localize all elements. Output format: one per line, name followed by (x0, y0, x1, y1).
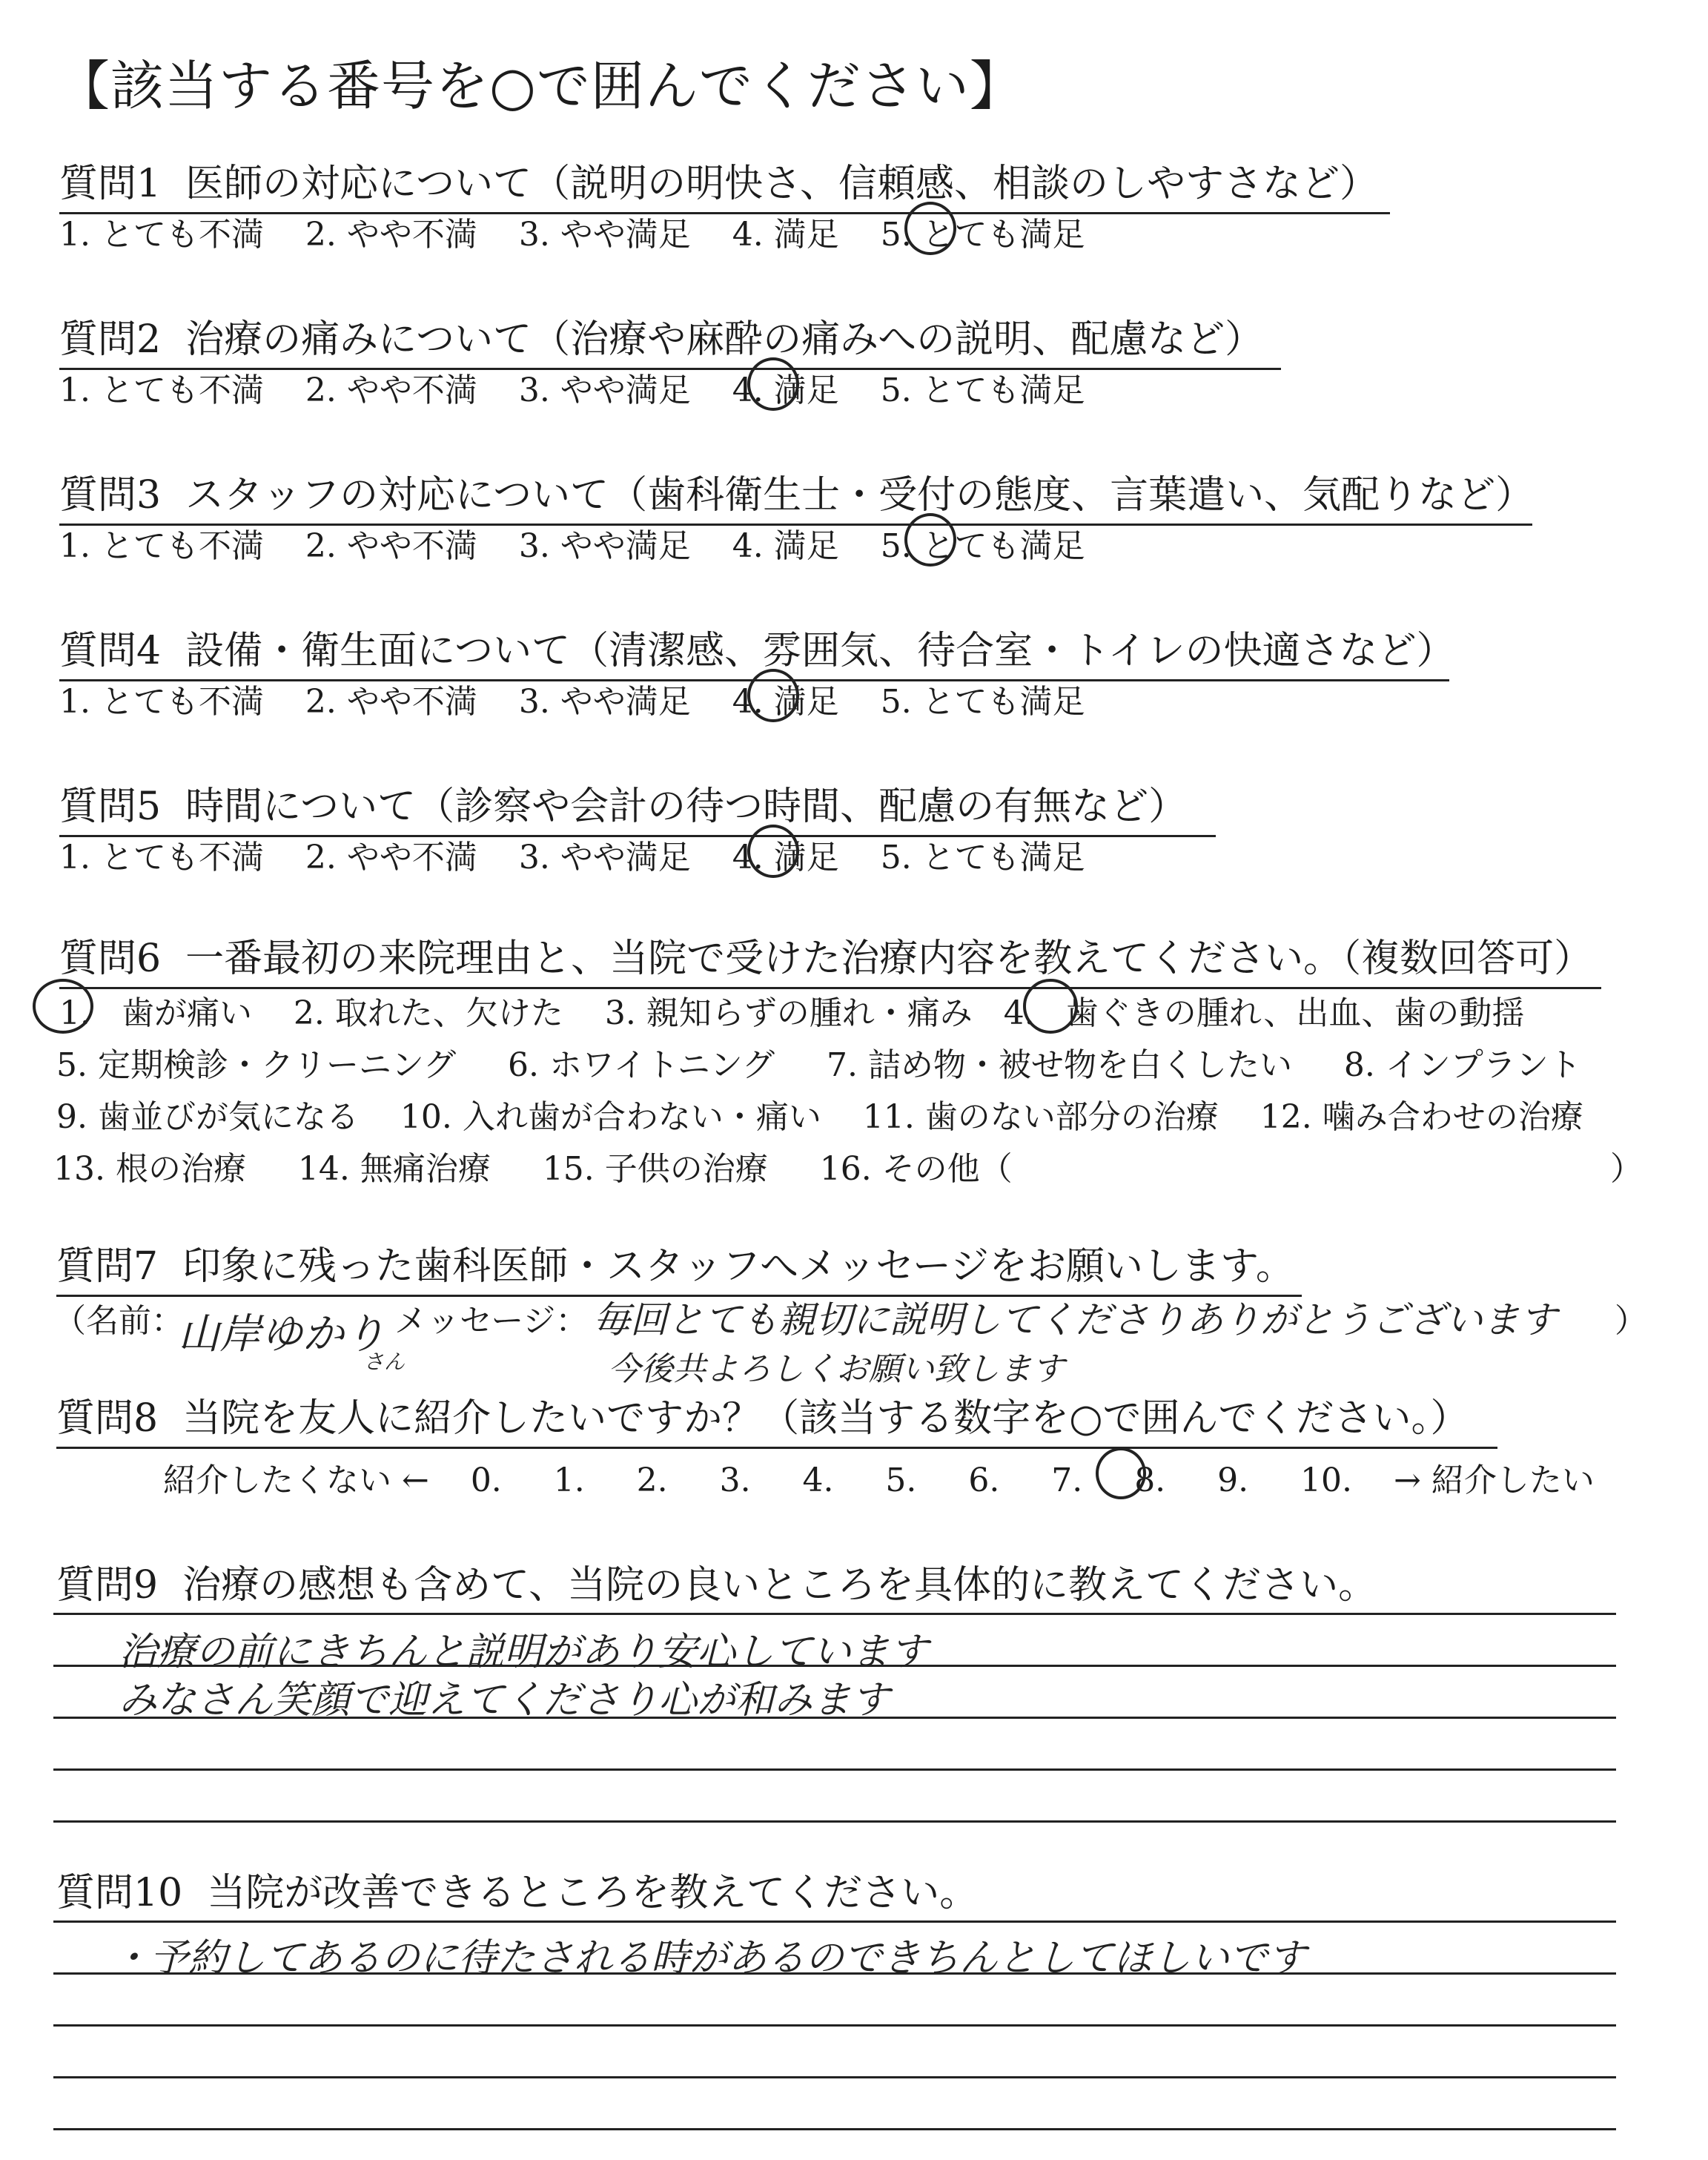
q6-row2 (56, 1038, 1581, 1086)
q6-opt16-close-paren: ） (1610, 1150, 1643, 1188)
q5-answer-circle (747, 825, 799, 878)
q5-opt4-text: 満足 (773, 839, 839, 876)
q10-text: 当院が改善できるところを教えてください。 (207, 1871, 979, 1915)
q6-opt7[interactable]: 7. 詰め物・被せ物を白くしたい (826, 1046, 1292, 1084)
q9-label: 質問9 (56, 1563, 159, 1608)
q10-writing-line (53, 2024, 1616, 2027)
q8-answer-circle (1096, 1447, 1146, 1499)
q6-opt6[interactable]: 6. ホワイトニング (508, 1046, 775, 1084)
q1-label: 質問1 (59, 162, 162, 206)
q10-answer-line1[interactable]: ・予約してあるのに待たされる時があるのできちんとしてほしいです (111, 1936, 1307, 1981)
q5-text: 時間について（診察や会計の待つ時間、配慮の有無など） (185, 785, 1188, 829)
q6-opt3[interactable]: 3. 親知らずの腫れ・痛み (604, 994, 973, 1032)
q10-writing-line (53, 1972, 1616, 1975)
q2-opt4-num[interactable]: 4. (732, 371, 764, 409)
q1-answer-circle (904, 202, 956, 255)
q4-opt3[interactable]: 3. やや満足 (518, 683, 691, 721)
q1-opt2[interactable]: 2. やや不満 (305, 216, 477, 254)
q6-opt4-text[interactable]: 歯ぐきの腫れ、出血、歯の動揺 (1065, 994, 1525, 1032)
q4-heading (59, 619, 1455, 681)
q3-text: スタッフの対応について（歯科衛生士・受付の態度、言葉遣い、気配りなど） (185, 473, 1535, 518)
q3-opt5-num[interactable]: 5. (880, 527, 912, 565)
q8-label: 質問8 (56, 1396, 159, 1441)
page-title: 【該当する番号を○で囲んでください】 (56, 55, 1024, 117)
q8-right-label: → 紹介したい (1393, 1462, 1595, 1499)
q3-label: 質問3 (59, 473, 162, 518)
q10-writing-line (53, 2128, 1616, 2130)
q6-opt13[interactable]: 13. 根の治療 (53, 1150, 246, 1188)
q7-close-paren: ） (1615, 1302, 1647, 1340)
q9-answer-line1[interactable]: 治療の前にきちんと説明があり安心しています (119, 1630, 929, 1674)
q5-opt5-num[interactable]: 5. (880, 839, 912, 876)
q6-opt8[interactable]: 8. インプラント (1343, 1046, 1581, 1084)
q5-opt4-num[interactable]: 4. (732, 839, 764, 876)
q7-label: 質問7 (56, 1244, 159, 1289)
q9-answer-line2[interactable]: みなさん笑顔で迎えてくださり心が和みます (119, 1678, 890, 1723)
q1-opt4-num[interactable]: 4. (732, 216, 764, 254)
q5-heading (59, 775, 1216, 837)
q10-heading (56, 1861, 978, 1917)
q1-opt5-text: とても満足 (921, 216, 1085, 254)
q5-opt2[interactable]: 2. やや不満 (305, 839, 477, 876)
q8-scale-1[interactable]: 1. (553, 1462, 585, 1499)
q4-opt1[interactable]: 1. とても不満 (59, 683, 264, 721)
q8-scale-10[interactable]: 10. (1300, 1462, 1353, 1499)
q8-scale-3[interactable]: 3. (719, 1462, 751, 1499)
q9-writing-line (53, 1613, 1616, 1615)
q7-name-value[interactable]: 山岸ゆかり (178, 1310, 385, 1358)
q4-opt4-text: 満足 (773, 683, 839, 721)
q2-opt2[interactable]: 2. やや不満 (305, 371, 477, 409)
q9-writing-line (53, 1768, 1616, 1771)
q2-opt5-num[interactable]: 5. (880, 371, 912, 409)
q6-heading (59, 927, 1601, 989)
q2-options (59, 363, 1085, 411)
q4-label: 質問4 (59, 629, 162, 673)
q10-label: 質問10 (56, 1871, 183, 1915)
q2-opt1[interactable]: 1. とても不満 (59, 371, 264, 409)
q7-message-label: メッセージ： (394, 1302, 589, 1340)
q5-options (59, 830, 1085, 878)
q1-opt5-num[interactable]: 5. (880, 216, 912, 254)
q2-heading (59, 308, 1281, 370)
q3-opt2[interactable]: 2. やや不満 (305, 527, 477, 565)
q6-opt5[interactable]: 5. 定期検診・クリーニング (56, 1046, 457, 1084)
q1-text: 医師の対応について（説明の明快さ、信頼感、相談のしやすさなど） (185, 162, 1379, 206)
q8-scale-0[interactable]: 0. (470, 1462, 502, 1499)
q4-opt4-num[interactable]: 4. (732, 683, 764, 721)
q3-heading (59, 463, 1535, 526)
q6-row4 (53, 1142, 1013, 1189)
q8-scale-8[interactable]: 8. (1134, 1462, 1166, 1499)
q3-opt5-text: とても満足 (921, 527, 1085, 565)
q8-scale-5[interactable]: 5. (885, 1462, 917, 1499)
q3-opt3[interactable]: 3. やや満足 (518, 527, 691, 565)
q8-scale-4[interactable]: 4. (802, 1462, 834, 1499)
q8-scale-6[interactable]: 6. (968, 1462, 1000, 1499)
q1-opt3[interactable]: 3. やや満足 (518, 216, 691, 254)
q8-left-label: 紹介したくない ← (163, 1462, 429, 1499)
q7-message-line1[interactable]: 毎回とても親切に説明してくださりありがとうございます (593, 1298, 1557, 1341)
q7-name-label: （名前： (53, 1302, 184, 1340)
q6-label: 質問6 (59, 937, 162, 981)
q4-opt2[interactable]: 2. やや不満 (305, 683, 477, 721)
q6-row1 (59, 986, 1524, 1034)
q8-scale-row (163, 1453, 1595, 1501)
q2-text: 治療の痛みについて（治療や麻酔の痛みへの説明、配慮など） (185, 317, 1264, 362)
q2-opt3[interactable]: 3. やや満足 (518, 371, 691, 409)
q4-answer-circle (747, 669, 799, 722)
q4-opt5-num[interactable]: 5. (880, 683, 912, 721)
q10-writing-line (53, 1920, 1616, 1923)
q3-opt1[interactable]: 1. とても不満 (59, 527, 264, 565)
q6-opt1-num[interactable]: 1. (59, 994, 90, 1032)
q7-name-suffix: さん (363, 1350, 406, 1374)
q5-opt5-text: とても満足 (921, 839, 1085, 876)
q9-writing-line (53, 1665, 1616, 1667)
q6-row3 (56, 1090, 1583, 1137)
q2-answer-circle (747, 357, 799, 411)
q3-answer-circle (904, 513, 956, 567)
q6-opt16[interactable]: 16. その他（ (819, 1150, 1013, 1188)
q6-opt10[interactable]: 10. 入れ歯が合わない・痛い (400, 1098, 821, 1136)
q5-label: 質問5 (59, 785, 162, 829)
q8-scale-7[interactable]: 7. (1051, 1462, 1083, 1499)
q6-opt1-text[interactable]: 歯が痛い (121, 994, 252, 1032)
q9-writing-line (53, 1820, 1616, 1823)
q1-heading (59, 152, 1390, 214)
q9-heading (56, 1553, 1377, 1609)
q6-opt12[interactable]: 12. 噛み合わせの治療 (1260, 1098, 1583, 1136)
q8-scale-2[interactable]: 2. (636, 1462, 668, 1499)
q2-opt5-text: とても満足 (921, 371, 1085, 409)
q6-opt2[interactable]: 2. 取れた、欠けた (293, 994, 563, 1032)
q3-opt4-num[interactable]: 4. (732, 527, 764, 565)
q7-heading (56, 1235, 1302, 1297)
q7-text: 印象に残った歯科医師・スタッフへメッセージをお願いします。 (182, 1244, 1294, 1289)
q1-opt1[interactable]: 1. とても不満 (59, 216, 264, 254)
q6-opt4-num[interactable]: 4. (1003, 994, 1035, 1032)
q4-opt5-text: とても満足 (921, 683, 1085, 721)
q6-opt11[interactable]: 11. 歯のない部分の治療 (862, 1098, 1219, 1136)
q5-opt1[interactable]: 1. とても不満 (59, 839, 264, 876)
q6-opt1-circle (33, 979, 93, 1034)
q10-writing-line (53, 2076, 1616, 2078)
q2-opt4-text: 満足 (773, 371, 839, 409)
q9-writing-line (53, 1717, 1616, 1719)
q9-text: 治療の感想も含めて、当院の良いところを具体的に教えてください。 (182, 1563, 1377, 1608)
q4-text: 設備・衛生面について（清潔感、雰囲気、待合室・トイレの快適さなど） (185, 629, 1455, 673)
q6-text: 一番最初の来院理由と、当院で受けた治療内容を教えてください。（複数回答可） (185, 937, 1593, 981)
q3-opt4-text: 満足 (773, 527, 839, 565)
q1-opt4-text: 満足 (773, 216, 839, 254)
q4-options (59, 675, 1085, 722)
q6-opt4-circle (1023, 979, 1078, 1034)
q6-opt15[interactable]: 15. 子供の治療 (542, 1150, 768, 1188)
q7-message-line2[interactable]: 今後共よろしくお願い致します (608, 1350, 1065, 1388)
q5-opt3[interactable]: 3. やや満足 (518, 839, 691, 876)
q6-opt9[interactable]: 9. 歯並びが気になる (56, 1098, 359, 1136)
q8-text: 当院を友人に紹介したいですか？（該当する数字を○で囲んでください。） (182, 1396, 1469, 1441)
q8-scale-9[interactable]: 9. (1217, 1462, 1249, 1499)
q2-label: 質問2 (59, 317, 162, 362)
q6-opt14[interactable]: 14. 無痛治療 (297, 1150, 491, 1188)
q8-heading (56, 1387, 1497, 1449)
